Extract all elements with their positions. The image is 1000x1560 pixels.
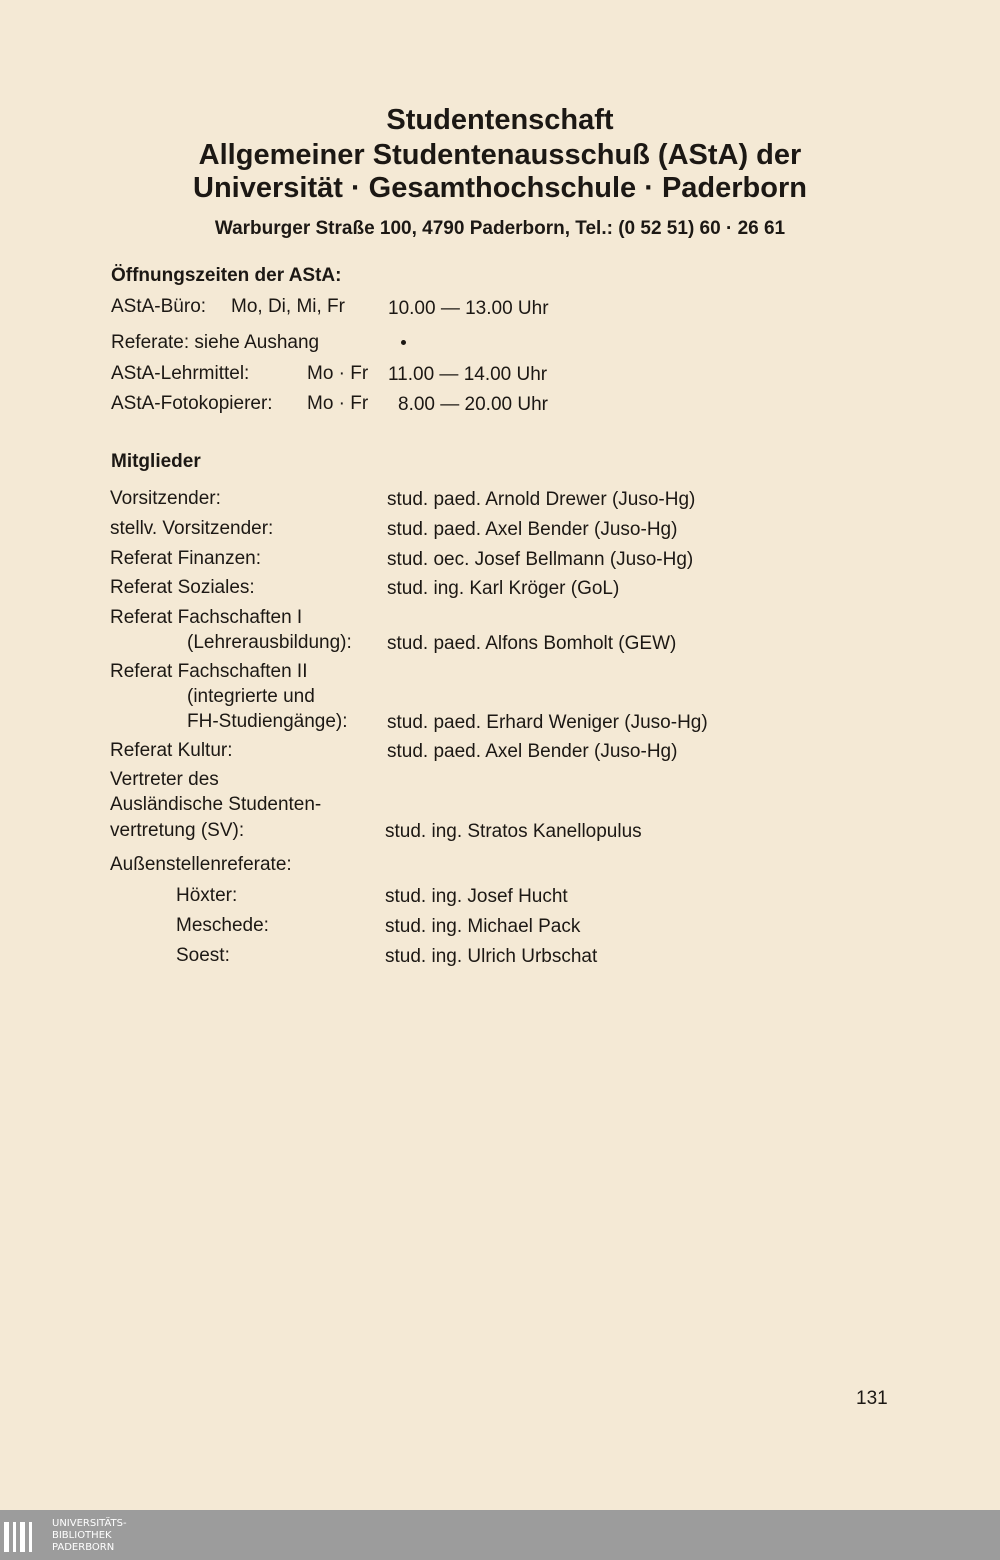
library-logo-text bbox=[52, 1518, 127, 1554]
library-name-line: BIBLIOTHEK bbox=[52, 1530, 112, 1541]
branch-name: stud. ing. Josef Hucht bbox=[385, 886, 568, 907]
member-role: Referat Kultur: bbox=[110, 740, 233, 761]
member-role: Vertreter des bbox=[110, 769, 219, 790]
hours-label: AStA-Fotokopierer: bbox=[111, 393, 273, 414]
hours-label: Referate: siehe Aushang bbox=[111, 332, 320, 353]
member-role-detail: (integrierte und bbox=[187, 686, 315, 707]
subtitle-university: Universität · Gesamthochschule · Paderborn bbox=[193, 172, 807, 204]
member-role-detail: Ausländische Studenten- bbox=[110, 794, 322, 815]
branch-name: stud. ing. Ulrich Urbschat bbox=[385, 946, 598, 967]
hours-days: Mo, Di, Mi, Fr bbox=[231, 296, 345, 317]
member-role: Referat Soziales: bbox=[110, 577, 255, 598]
member-name: stud. paed. Axel Bender (Juso-Hg) bbox=[387, 519, 678, 540]
member-name: stud. ing. Stratos Kanellopulus bbox=[385, 821, 642, 842]
member-role-detail: vertretung (SV): bbox=[110, 820, 245, 841]
library-logo-icon bbox=[4, 1522, 36, 1552]
member-name: stud. oec. Josef Bellmann (Juso-Hg) bbox=[387, 549, 694, 570]
members-heading: Mitglieder bbox=[111, 451, 201, 472]
member-role: Referat Fachschaften I bbox=[110, 607, 303, 628]
branch-place: Soest: bbox=[176, 945, 230, 966]
library-name-line: PADERBORN bbox=[52, 1542, 115, 1553]
member-role: stellv. Vorsitzender: bbox=[110, 518, 274, 539]
hours-heading: Öffnungszeiten der AStA: bbox=[111, 265, 342, 286]
member-name: stud. paed. Alfons Bomholt (GEW) bbox=[387, 633, 677, 654]
member-role-detail: (Lehrerausbildung): bbox=[187, 632, 352, 653]
member-name: stud. paed. Axel Bender (Juso-Hg) bbox=[387, 741, 678, 762]
subtitle-asta: Allgemeiner Studentenausschuß (AStA) der bbox=[198, 139, 802, 171]
branch-heading: Außenstellenreferate: bbox=[110, 854, 292, 875]
hours-time: 11.00 — 14.00 Uhr bbox=[388, 364, 548, 385]
address-line: Warburger Straße 100, 4790 Paderborn, Tel.: (0 52 51) 60 · 26 61 bbox=[214, 218, 786, 239]
page-title: Studentenschaft bbox=[386, 104, 614, 136]
member-role: Referat Fachschaften II bbox=[110, 661, 308, 682]
hours-time: 10.00 — 13.00 Uhr bbox=[388, 298, 549, 319]
hours-days: Mo · Fr bbox=[307, 363, 369, 384]
bullet-dot bbox=[401, 340, 406, 345]
hours-label: AStA-Lehrmittel: bbox=[111, 363, 250, 384]
branch-name: stud. ing. Michael Pack bbox=[385, 916, 581, 937]
library-footer bbox=[0, 1510, 1000, 1560]
member-name: stud. paed. Arnold Drewer (Juso-Hg) bbox=[387, 489, 696, 510]
branch-place: Meschede: bbox=[176, 915, 269, 936]
hours-time: 8.00 — 20.00 Uhr bbox=[398, 394, 548, 415]
member-role: Referat Finanzen: bbox=[110, 548, 262, 569]
member-name: stud. ing. Karl Kröger (GoL) bbox=[387, 578, 620, 599]
library-name-line: UNIVERSITÄTS- bbox=[52, 1518, 127, 1529]
hours-label: AStA-Büro: bbox=[111, 296, 207, 317]
member-role-detail: FH-Studiengänge): bbox=[187, 711, 348, 732]
hours-days: Mo · Fr bbox=[307, 393, 369, 414]
branch-place: Höxter: bbox=[176, 885, 238, 906]
page-number: 131 bbox=[856, 1388, 888, 1409]
member-name: stud. paed. Erhard Weniger (Juso-Hg) bbox=[387, 712, 708, 733]
member-role: Vorsitzender: bbox=[110, 488, 221, 509]
